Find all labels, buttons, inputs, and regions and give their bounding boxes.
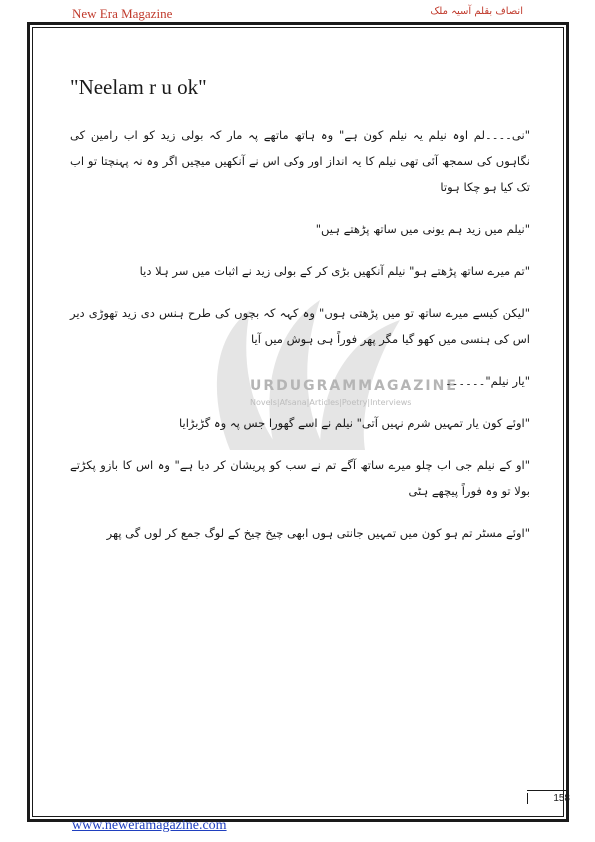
watermark-tagline: Novels|Afsana|Articles|Poetry|Interviews <box>250 398 412 407</box>
paragraph: "تم میرے ساتھ پڑھتے ہو" نیلم آنکھیں بڑی کر کے بولی زید نے اثبات میں سر ہلا دیا <box>139 264 530 278</box>
page-number: 158 <box>527 793 570 804</box>
website-link[interactable]: www.neweramagazine.com <box>72 818 227 833</box>
article-title: "Neelam r u ok" <box>70 75 207 99</box>
story-credit: انصاف بقلم آسیہ ملک <box>430 6 523 17</box>
paragraph: "لیکن کیسے میرے ساتھ تو میں پڑھتی ہوں" وہ کہہ کہ بچوں کی طرح ہنس دی زید تھوڑی دیر اس کی ہنسی میں کھو گیا مگر پھر فوراً ہی ہوش میں آیا <box>70 306 530 346</box>
paragraph: "نی۔۔۔۔لم اوہ نیلم یہ نیلم کون ہے" وہ ہاتھ ماتھے پہ مار کہ بولی زید کو اب رامین کی نگاہوں کی سمجھ آئی تھی نیلم کا یہ انداز اور وکی اس نے آنکھیں میچیں اگر وہ نہ پہنچتا تو اب تک کیا ہو چکا ہوتا <box>70 128 530 194</box>
paragraph: "اوئے کون یار تمہیں شرم نہیں آتی" نیلم نے اسے گھورا جس پہ وہ گڑبڑایا <box>179 416 530 430</box>
page-number-rule <box>527 790 567 791</box>
watermark-name: URDUGRAMMAGAZINE <box>250 378 458 394</box>
paragraph: "او کے نیلم جی اب چلو میرے ساتھ آگے تم نے سب کو پریشان کر دیا ہے" وہ اس کا بازو پکڑتے بولا تو وہ فوراً پیچھے ہٹی <box>70 458 530 498</box>
paragraph: "اوئے مسٹر تم ہو کون میں تمہیں جانتی ہوں ابھی چیخ چیخ کے لوگ جمع کر لوں گی پھر <box>106 526 530 540</box>
paragraph: "نیلم میں زید ہم یونی میں ساتھ پڑھتے ہیں" <box>315 222 530 236</box>
magazine-name: New Era Magazine <box>72 6 173 21</box>
article-content <box>70 75 530 562</box>
paragraph: "یار نیلم"۔۔۔۔۔۔ <box>444 374 530 388</box>
